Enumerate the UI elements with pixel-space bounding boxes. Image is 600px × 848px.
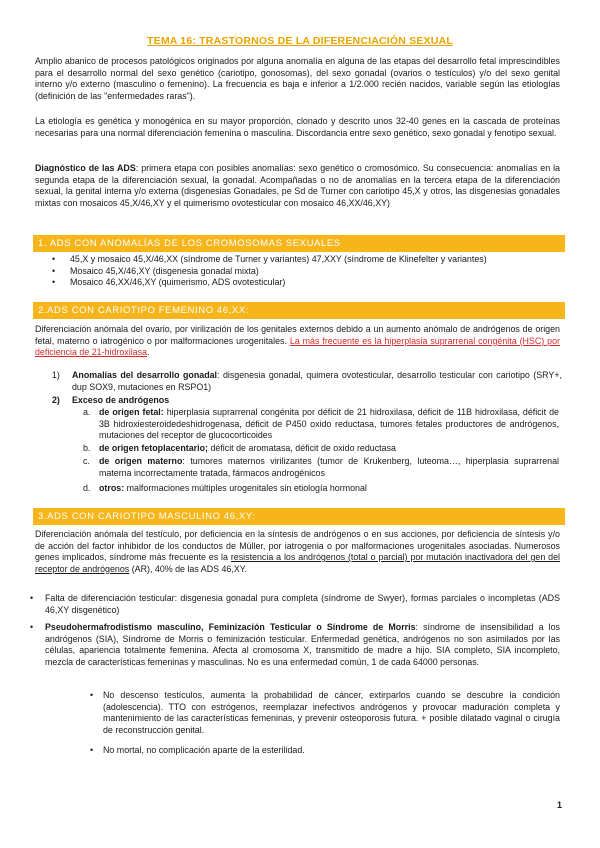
- section-3-bullet-2: [30, 622, 560, 668]
- sub-bold-label: de origen fetoplacentario;: [99, 443, 208, 453]
- list-item: • Mosaico 46,XX/46,XY (quimerismo, ADS ovotesticular): [52, 277, 552, 289]
- sub-text: déficit de aromatasa, déficit de oxido reductasa: [207, 443, 396, 453]
- bullet-icon: •: [30, 593, 34, 603]
- numbered-item-1: [52, 370, 562, 393]
- page-title: TEMA 16: TRASTORNOS DE LA DIFERENCIACIÓN SEXUAL: [147, 35, 453, 47]
- bullet-icon: •: [90, 745, 94, 755]
- section-2-intro-end: .: [147, 347, 150, 357]
- bullet-text: No descenso testículos, aumenta la probabilidad de cáncer, extirparlos cuando se descubre la condición (adolescencia). TTO con estrógenos, reemplazar inefectivos andrógenos y provocar maduración completa y mantenimiento de las características femeninas, y prevenir osteoporosis futura. + posible dilatado vaginal o cirugía de reconstrucción genital.: [103, 690, 560, 735]
- section-3-underlined-text: resistencia a los andrógenos (total o parcial) por mutación inactivadora del gen del receptor de andrógenos: [35, 552, 560, 574]
- bullet-icon: •: [90, 690, 94, 700]
- bullet-text: No mortal, no complicación aparte de la esterilidad.: [103, 745, 305, 755]
- sub-item-d: [83, 483, 559, 495]
- sub-letter: b.: [83, 443, 91, 453]
- list-item: • Mosaico 45,X/46,XY (disgenesia gonadal mixta): [52, 266, 552, 278]
- sub-letter: a.: [83, 407, 91, 417]
- bullet-text: Falta de diferenciación testicular: disgenesia gonadal pura completa (síndrome de Swyer), formas parciales o incompletas (ADS 46,XY disgenético): [45, 593, 560, 615]
- diagnosis-label: Diagnóstico de las ADS: [35, 163, 136, 173]
- section-3-header: 3.ADS CON CARIOTIPO MASCULINO 46,XY:: [33, 508, 565, 525]
- sub-text: hiperplasia suprarrenal congénita por déficit de 21 hidroxilasa, déficit de 11B hidroxilasa, déficit de 3B hidroxiesteroidedeshidrogenasa, déficit de P450 oxido reductasa, tumores fetales productores de andrógenos, mutaciones del receptor de glucocorticoides: [99, 407, 559, 440]
- section-3-intro-end: (AR), 40% de las ADS 46,XY.: [129, 563, 247, 574]
- page-number: 1: [557, 800, 563, 810]
- sub-bold-label: de origen materno: [99, 456, 183, 466]
- sub-letter: d.: [83, 483, 91, 493]
- section-2-header: 2.ADS CON CARIOTIPO FEMENINO 46,XX:: [33, 302, 565, 319]
- section-2-highlight-link[interactable]: La más frecuente es la hiperplasia suprarrenal congénita (HSC) por deficiencia de 21-hidroxilasa: [35, 335, 560, 357]
- item-number: 1): [52, 370, 60, 380]
- bullet-icon: •: [30, 622, 34, 632]
- sub-text: : tumores maternos virilizantes (tumor de Krukenberg, luteoma…, hiperplasia suprarrenal materna incorrectamente tratada, fármacos androgénicos: [99, 456, 559, 478]
- section-3-bullet-1: [30, 593, 560, 616]
- list-item: • 45,X y mosaico 45,X/46,XX (síndrome de Turner y variantes) 47,XXY (síndrome de Klinefelter y variantes): [52, 254, 552, 266]
- intro-paragraph-1: Amplio abanico de procesos patológicos originados por alguna anomalía en alguna de las etapas del desarrollo fetal imprescindibles para el desarrollo normal del sexo genético (cariotipo, gonosomas), del sexo gonadal (ovarios o testículos) y/o del sexo genital interno y/o externo (masculino o femenino). La frecuencia es baja e inferior a 1/2.000 recién nacidos, variable según las etiologías (definición de las "enfermedades raras").: [35, 56, 560, 101]
- sub-bullet-1: [90, 690, 560, 736]
- section-1-header: 1. ADS CON ANOMALÍAS DE LOS CROMOSOMAS SEXUALES: [33, 235, 565, 252]
- section-1-list: [52, 254, 552, 289]
- sub-letter: c.: [83, 456, 90, 466]
- section-2-intro: [35, 324, 560, 359]
- sub-bullet-2: [90, 745, 560, 757]
- item-number: 2): [52, 395, 60, 405]
- sub-item-a: [83, 407, 559, 442]
- sub-bold-label: de origen fetal:: [99, 407, 164, 417]
- bullet-text: : síndrome de insensibilidad a los andrógenos (SIA), Síndrome de Morris o feminización testicular. Enfermedad genética, andrógenos no son asimilados por las células, apariencia totalmente femenina. Afecta al cromosoma X, transmitido de madre a hijo. SIA completo, SIA incompleto, mezcla de características femeninas y masculinas. No es una enfermedad común, 1 de cada 64000 personas.: [45, 622, 560, 667]
- diagnosis-paragraph: [35, 163, 560, 209]
- item-bold-label: Anomalías del desarrollo gonadal: [72, 370, 218, 380]
- sub-text: malformaciones múltiples urogenitales sin etiología hormonal: [124, 483, 367, 493]
- section-3-intro: [35, 529, 560, 575]
- sub-item-b: [83, 443, 559, 455]
- bullet-bold-label: Pseudohermafrodistismo masculino, Feminización Testicular o Síndrome de Morris: [45, 622, 416, 632]
- section-3-intro-text: Diferenciación anómala del testículo, por deficiencia en la síntesis de andrógenos o en sus acciones, por deficiencia de síntesis y/o de acción del factor inhibidor de los conductos de Müller, por iatrogenia o por malformaciones urogenitales asociadas. Numerosos genes implicados, síndrome más frecuente es la: [35, 529, 560, 562]
- item-text: : disgenesia gonadal, quimera ovotesticular, desarrollo testicular con cariotipo (SRY+, dup SOX9, mutaciones en RSPO1): [72, 370, 562, 392]
- diagnosis-text: : primera etapa con posibles anomalías: sexo genético o cromosómico. Su consecuencia: anomalías en la segunda etapa de la diferenciación sexual, la gonadal. Acompañadas o no de anomalías en la tercera etapa de la diferenciación sexual, la genital interna y/o externa (disgenesias Gonadales, pe Sd de Turner con cariotipo 45,X y otros, las disgenesias gonadales mixtas con mosaicos 45,X/46,XY y el quimerismo ovotesticular con mosaico 46,XX/46,XY): [35, 163, 560, 208]
- section-2-intro-text: Diferenciación anómala del ovario, por virilización de los genitales externos debido a un aumento anómalo de andrógenos de origen fetal, materno o iatrogénico o por malformaciones urogenitales.: [35, 324, 560, 346]
- item-bold-label: Exceso de andrógenos: [72, 395, 170, 405]
- sub-item-c: [83, 456, 559, 479]
- sub-bold-label: otros:: [99, 483, 125, 493]
- numbered-item-2: [52, 395, 562, 407]
- intro-paragraph-2: La etiología es genética y monogénica en su mayor proporción, clonado y descrito unos 32-40 genes en la cascada de proteínas necesarias para una normal diferenciación femenina o masculina. Discordancia entre sexo genético, sexo gonadal y fenotipo sexual.: [35, 116, 560, 138]
